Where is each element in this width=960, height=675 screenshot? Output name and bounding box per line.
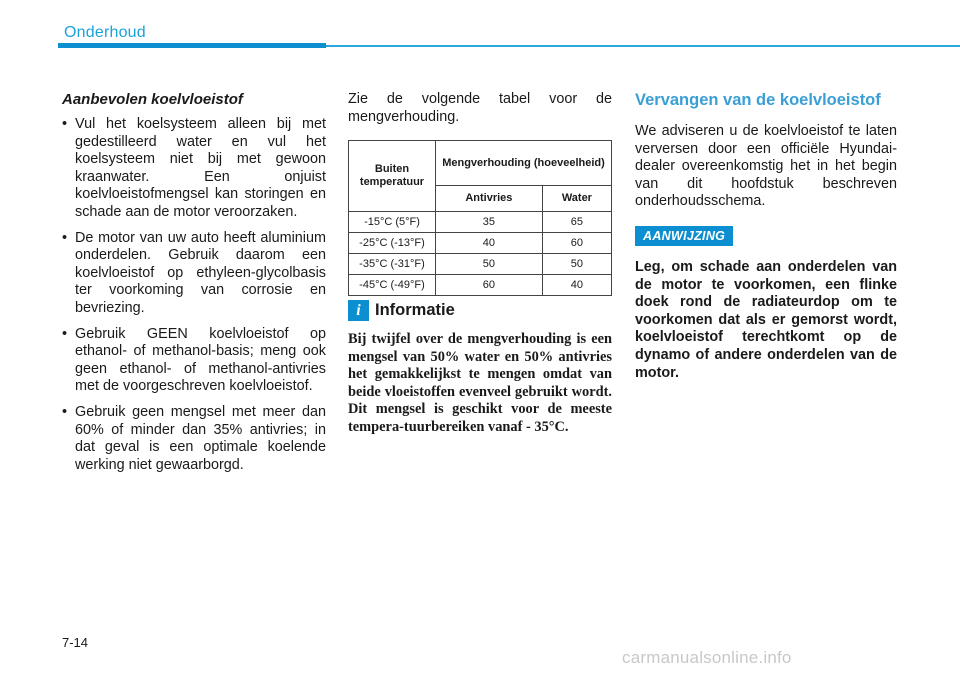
cell-water: 60 (542, 233, 611, 254)
cell-temp: -45°C (-49°F) (349, 275, 436, 296)
th-water: Water (542, 186, 611, 212)
subhead-recommended-coolant: Aanbevolen koelvloeistof (62, 91, 243, 108)
header-rule-thick (58, 43, 326, 48)
cell-temp: -35°C (-31°F) (349, 254, 436, 275)
info-title: Informatie (375, 301, 455, 319)
list-item: • De motor van uw auto heeft aluminium onderdelen. Gebruik daarom een koelvloeistof op ethyleen-glycolbasis ter voorkoming van corrosie en bevriezing. (62, 229, 326, 316)
table-row (349, 212, 612, 233)
table-intro: Zie de volgende tabel voor de mengverhouding. (348, 91, 612, 125)
table-row (349, 233, 612, 254)
cell-antifreeze: 50 (436, 254, 543, 275)
page-number: 7-14 (62, 635, 89, 650)
list-item: • Gebruik geen mengsel met meer dan 60% of minder dan 35% antivries; in dat geval is een optimale koelende werking niet gewaarborgd. (62, 403, 326, 473)
column-middle (348, 91, 612, 435)
cell-temp: -15°C (5°F) (349, 212, 436, 233)
cell-temp: -25°C (-13°F) (349, 233, 436, 254)
table-row (349, 275, 612, 296)
list-item: • Vul het koelsysteem alleen bij met gedestilleerd water en vul het koelsysteem niet bij met gewoon kraanwater. Een onjuist koelvloeistofmengsel kan storingen en schade aan de motor veroorzaken. (62, 116, 326, 220)
th-mix-ratio: Mengverhouding (hoeveelheid) (436, 141, 612, 186)
note-badge: AANWIJZING (635, 226, 733, 246)
table-row (349, 254, 612, 275)
list-item: • Gebruik GEEN koelvloeistof op ethanol- of methanol-basis; meng ook geen ethanol- of methanol-antivries met de voorgeschreven koelvloeistof. (62, 325, 326, 395)
section-title-replace-coolant: Vervangen van de koelvloeistof (635, 91, 881, 109)
bullet-icon: • (62, 116, 68, 132)
th-temperature: Buiten temperatuur (349, 141, 436, 212)
info-box (348, 300, 612, 437)
header-rule-thin (326, 45, 960, 47)
cell-water: 40 (542, 275, 611, 296)
bullet-icon: • (62, 403, 68, 420)
mix-ratio-table (348, 140, 612, 296)
cell-antifreeze: 60 (436, 275, 543, 296)
info-icon: i (348, 300, 369, 321)
bullet-icon: • (62, 325, 68, 342)
column-left (62, 91, 326, 482)
bullet-icon: • (62, 229, 68, 246)
replace-paragraph: We adviseren u de koelvloeistof te laten verversen door een officiële Hyundai-dealer overeenkomstig het in het begin van dit hoofdstuk beschreven onderhoudsschema. (635, 123, 897, 210)
cell-water: 50 (542, 254, 611, 275)
th-antifreeze: Antivries (436, 186, 543, 212)
cell-antifreeze: 40 (436, 233, 543, 254)
bullet-list (62, 116, 326, 474)
cell-water: 65 (542, 212, 611, 233)
section-header: Onderhoud (64, 24, 146, 41)
info-text: Bij twijfel over de mengverhouding is een mengsel van 50% water en 50% antivries het gemakkelijkst te mengen omdat van beide vloeistoffen evenveel gebruikt wordt. Dit mengsel is geschikt voor de meeste tempera-tuurbereiken vanaf - 35°C. (348, 331, 612, 435)
note-text: Leg, om schade aan onderdelen van de motor te voorkomen, een flinke doek rond de radiateurdop om te voorkomen dat als er gemorst wordt, koelvloeistof terechtkomt op de dynamo of andere onderdelen van de motor. (635, 258, 897, 381)
cell-antifreeze: 35 (436, 212, 543, 233)
column-right (635, 91, 897, 382)
watermark: carmanualsonline.info (622, 648, 792, 667)
